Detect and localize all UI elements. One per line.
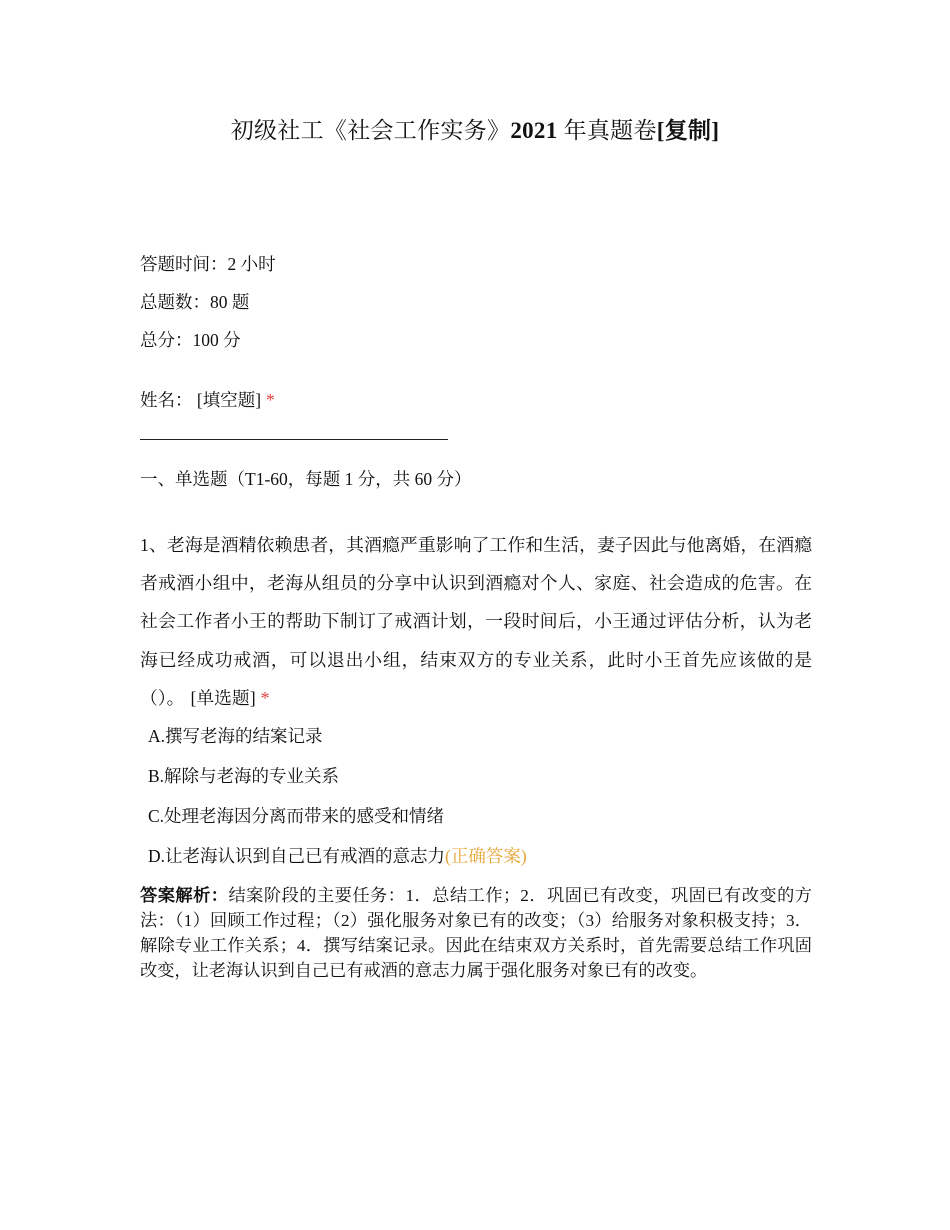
option-d[interactable]: [148, 843, 828, 883]
correct-answer-tag: (正确答案): [445, 846, 527, 866]
option-d-text: D.让老海认识到自己已有戒酒的意志力: [148, 846, 446, 866]
title-text: 初级社工《社会工作实务》: [230, 118, 511, 143]
answer-analysis: [140, 883, 812, 983]
analysis-label: 答案解析：: [140, 886, 229, 905]
name-answer-blank[interactable]: [140, 439, 448, 440]
exam-meta: [140, 252, 820, 366]
title-year: 2021: [510, 118, 558, 143]
analysis-text: 结案阶段的主要任务：1．总结工作；2．巩固已有改变，巩固已有改变的方法：（1）回顾工作过程；（2）强化服务对象已有的改变；（3）给服务对象积极支持；3．解除专业工作关系；4．撰写结案记录。因此在结束双方关系时，首先需要总结工作巩固改变，让老海认识到自己已有戒酒的意志力属于强化服务对象已有的改变。: [140, 886, 812, 980]
option-b[interactable]: B.解除与老海的专业关系: [148, 766, 340, 786]
title-text-2: 年真题卷: [557, 118, 657, 143]
exam-total-score: 总分：100 分: [140, 330, 241, 350]
section-heading: 一、单选题（T1-60，每题 1 分，共 60 分）: [140, 469, 472, 489]
question-1-stem: [140, 526, 812, 717]
required-asterisk: *: [260, 687, 270, 708]
required-asterisk: *: [266, 390, 275, 410]
name-question-label: [140, 387, 820, 413]
exam-time: 答题时间：2 小时: [140, 254, 276, 274]
question-1-type-tag: [单选题]: [190, 687, 256, 708]
question-1-text: 1、老海是酒精依赖患者，其酒瘾严重影响了工作和生活，妻子因此与他离婚，在酒瘾者戒酒小组中，老海从组员的分享中认识到酒瘾对个人、家庭、社会造成的危害。在社会工作者小王的帮助下制订了戒酒计划，一段时间后，小王通过评估分析，认为老海已经成功戒酒，可以退出小组，结束双方的专业关系，此时小王首先应该做的是（）。: [140, 535, 812, 708]
name-question: [140, 387, 820, 440]
exam-question-count: 总题数：80 题: [140, 292, 250, 312]
name-label: 姓名：: [140, 390, 193, 410]
title-copy-tag: [复制]: [656, 118, 720, 143]
name-type-tag: [填空题]: [196, 390, 262, 410]
page-title: [0, 112, 950, 145]
option-c[interactable]: C.处理老海因分离而带来的感受和情绪: [148, 806, 445, 826]
question-1-options: [148, 723, 828, 883]
option-a[interactable]: A.撰写老海的结案记录: [148, 726, 323, 746]
